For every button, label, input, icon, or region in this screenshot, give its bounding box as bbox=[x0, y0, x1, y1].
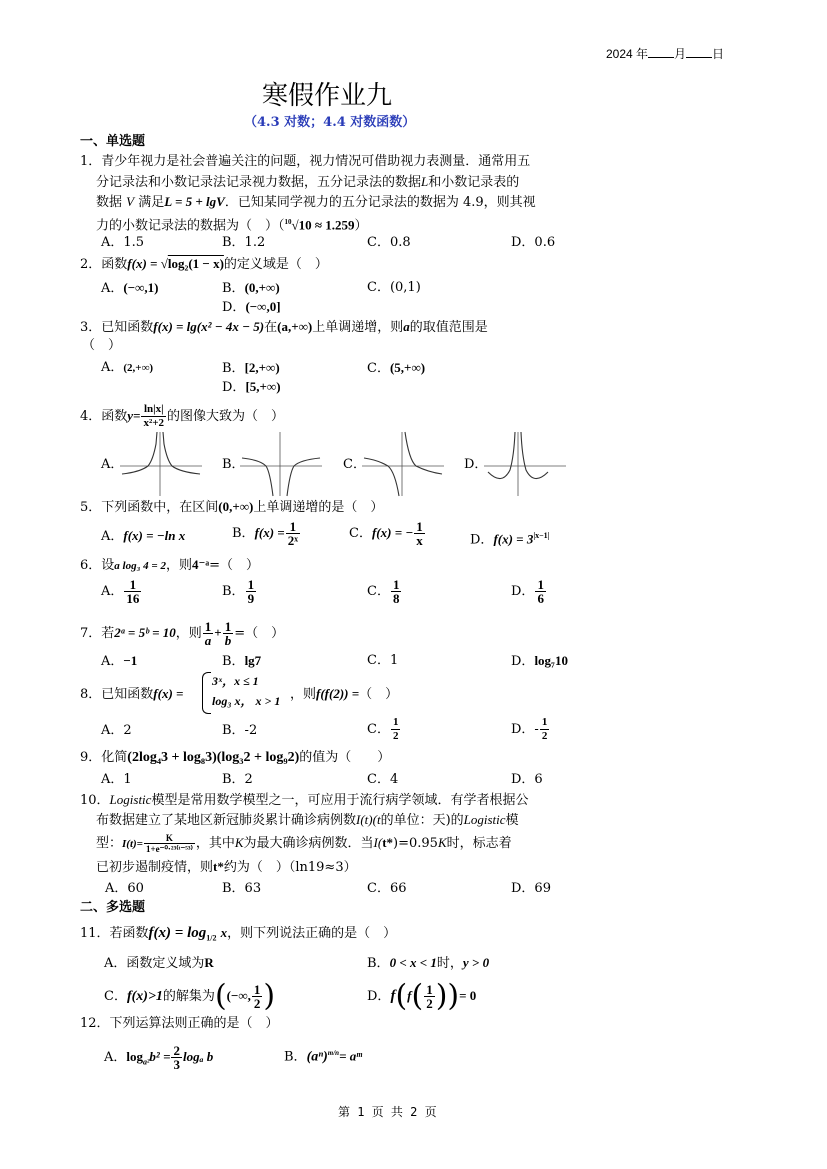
q10-line1: 10．Logistic模型是常用数学模型之一，可应用于流行病学领域．有学者根据公 bbox=[80, 792, 529, 808]
q5-option-b[interactable]: B．f(x) = $\frac{1}{\text{2ˣ}}$ bbox=[232, 519, 298, 548]
q6-option-b[interactable]: B． $\frac{1}{9}$ bbox=[222, 577, 255, 606]
q3-option-b[interactable]: B．[2,+∞) bbox=[222, 360, 280, 376]
q9-option-c[interactable]: C．4 bbox=[367, 772, 399, 787]
q4-graph-d bbox=[484, 430, 566, 496]
q4-stem: 4．函数y= $\frac{\ln|x|}{\text{x²+2}}$ 的图像大致为（ ） bbox=[80, 403, 285, 429]
q8-option-b[interactable]: B．-2 bbox=[222, 723, 258, 738]
q8-stem-tail: ，则f(f(2)) =（ ） bbox=[290, 686, 399, 702]
q3-option-c[interactable]: C．(5,+∞) bbox=[367, 360, 426, 376]
q6-stem: 6．设a log₃ 4 = 2，则4⁻ᵃ=（ ） bbox=[80, 557, 260, 573]
q12-option-b[interactable]: B．$(a^n)^{m/n}=$ aᵐ bbox=[284, 1048, 363, 1065]
q1-line3: 数据 V 满足L = 5 + lgV．已知某同学视力的五分记录法的数据为 4.9，则其视 bbox=[96, 194, 536, 210]
q3-stem: 3．已知函数f(x) = lg(x² − 4x − 5)在(a,+∞)上单调递增，则a的取值范围是 bbox=[80, 319, 488, 335]
q7-option-b[interactable]: B．lg7 bbox=[222, 653, 262, 669]
q2-option-d[interactable]: D．(−∞,0] bbox=[222, 299, 281, 315]
q12-option-a[interactable]: A．$\log_{a^2}b^2$ = $\frac{2}{3}$ logₐ b bbox=[104, 1043, 214, 1072]
q9-option-d[interactable]: D．6 bbox=[511, 772, 543, 787]
date-day: 日 bbox=[712, 47, 725, 61]
q1-option-a[interactable]: A．1.5 bbox=[101, 235, 145, 250]
q9-option-b[interactable]: B．2 bbox=[222, 772, 253, 787]
q4-graph-c bbox=[362, 430, 444, 496]
q11-option-b[interactable]: B．0 < x < 1时，y > 0 bbox=[367, 955, 490, 971]
q6-option-d[interactable]: D． $\frac{1}{6}$ bbox=[511, 577, 544, 606]
q12-stem: 12．下列运算法则正确的是（ ） bbox=[80, 1016, 279, 1031]
page-subtitle: （4.3 对数；4.4 对数函数） bbox=[244, 115, 416, 130]
q10-line3: 型：I(t)= $\frac{K}{\text{1+e⁻⁰·²³⁽ᵗ⁻⁵³⁾}}$ ，其中K为最大确诊病例数．当I(t*)=0.95K时，标志着 bbox=[96, 833, 512, 854]
q3-paren: （ ） bbox=[82, 338, 122, 353]
q8-option-c[interactable]: C． $\frac{1}{2}$ bbox=[367, 716, 399, 742]
q5-option-a[interactable]: A．f(x) = −ln x bbox=[101, 528, 186, 544]
q10-option-d[interactable]: D．69 bbox=[511, 881, 551, 896]
q8-brace bbox=[202, 672, 211, 714]
page-title: 寒假作业九 bbox=[262, 81, 393, 111]
q10-line4: 已初步遏制疫情，则t*约为（ ）（ln19≈3） bbox=[96, 859, 357, 875]
q4-option-c[interactable]: C． bbox=[343, 457, 366, 472]
q10-option-b[interactable]: B．63 bbox=[222, 881, 262, 896]
q1-line1: 1．青少年视力是社会普遍关注的问题，视力情况可借助视力表测量．通常用五 bbox=[80, 154, 531, 169]
q10-option-c[interactable]: C．66 bbox=[367, 881, 407, 896]
q10-option-a[interactable]: A．60 bbox=[105, 881, 144, 896]
q11-option-d[interactable]: D．f(f( $\frac{1}{2}$ ))= 0 bbox=[367, 978, 477, 1014]
q1-option-d[interactable]: D．0.6 bbox=[511, 235, 556, 250]
q2-option-c[interactable]: C．(0,1) bbox=[367, 280, 421, 295]
q2-option-a[interactable]: A．(−∞,1) bbox=[101, 280, 159, 296]
q1-option-c[interactable]: C．0.8 bbox=[367, 235, 411, 250]
q6-option-a[interactable]: A． $\frac{1}{16}$ bbox=[101, 577, 140, 606]
q7-option-d[interactable]: D．log₇10 bbox=[511, 653, 568, 669]
q7-option-c[interactable]: C．1 bbox=[367, 653, 399, 668]
q2-stem: 2．函数f(x) = √log₂(1 − x)的定义域是（ ） bbox=[80, 256, 328, 272]
q4-graph-b bbox=[240, 430, 322, 496]
date-year: 2024 年 bbox=[606, 47, 649, 61]
q4-option-b[interactable]: B． bbox=[222, 457, 245, 472]
q6-option-c[interactable]: C． $\frac{1}{8}$ bbox=[367, 577, 400, 606]
q8-option-d[interactable]: D．- $\frac{1}{2}$ bbox=[511, 716, 548, 742]
q9-stem: 9．化简(2log₄3 + log₈3)(log₃2 + log₉2)的值为（ ） bbox=[80, 750, 391, 765]
q10-line2: 布数据建立了某地区新冠肺炎累计确诊病例数I(t)(t的单位：天)的Logistic模 bbox=[96, 812, 519, 828]
q8-case1: 3ˣ，x ≤ 1 bbox=[212, 674, 259, 688]
section-single-choice: 一、单选题 bbox=[80, 134, 146, 149]
q1-option-b[interactable]: B．1.2 bbox=[222, 235, 266, 250]
page-footer: 第 1 页 共 2 页 bbox=[338, 1105, 437, 1119]
q4-option-d[interactable]: D． bbox=[464, 457, 488, 472]
q8-stem: 8．已知函数f(x) = bbox=[80, 686, 184, 702]
q11-option-c[interactable]: C．f(x)>1的解集为((−∞, $\frac{1}{2}$ ) bbox=[104, 978, 276, 1014]
q1-line4: 力的小数记录法的数据为（ ）（$^{10}$√10 ≈ 1.259） bbox=[96, 217, 368, 234]
q7-stem: 7．若2ᵃ = 5ᵇ = 10，则 $\frac{1}{a}$ + $\frac{1}{b}$ =（ ） bbox=[80, 619, 285, 648]
q11-stem: 11．若函数$f(x) = \log_{1/2} x$，则下列说法正确的是（ ） bbox=[80, 925, 397, 943]
q3-option-d[interactable]: D．[5,+∞) bbox=[222, 379, 281, 395]
q4-graph-a bbox=[120, 430, 202, 496]
q11-option-a[interactable]: A．函数定义域为R bbox=[104, 955, 214, 971]
q7-option-a[interactable]: A．−1 bbox=[101, 653, 138, 669]
q1-line2: 分记录法和小数记录法记录视力数据，五分记录法的数据L和小数记录表的 bbox=[96, 174, 520, 190]
q5-stem: 5．下列函数中，在区间(0,+∞)上单调递增的是（ ） bbox=[80, 499, 384, 515]
q5-option-c[interactable]: C．f(x) = − $\frac{1}{x}$ bbox=[349, 519, 423, 548]
q5-option-d[interactable]: D．$f(x) = 3^{|x-1|}$ bbox=[470, 531, 550, 548]
q4-option-a[interactable]: A． bbox=[101, 457, 124, 472]
date-line bbox=[606, 45, 724, 63]
q9-option-a[interactable]: A．1 bbox=[101, 772, 132, 787]
q8-option-a[interactable]: A．2 bbox=[101, 723, 132, 738]
date-month: 月 bbox=[674, 47, 687, 61]
section-multi-choice: 二、多选题 bbox=[80, 900, 146, 915]
q8-case2: log₃ x， x > 1 bbox=[212, 694, 281, 708]
q3-option-a[interactable]: A．(2,+∞) bbox=[101, 360, 154, 375]
q2-option-b[interactable]: B．(0,+∞) bbox=[222, 280, 280, 296]
